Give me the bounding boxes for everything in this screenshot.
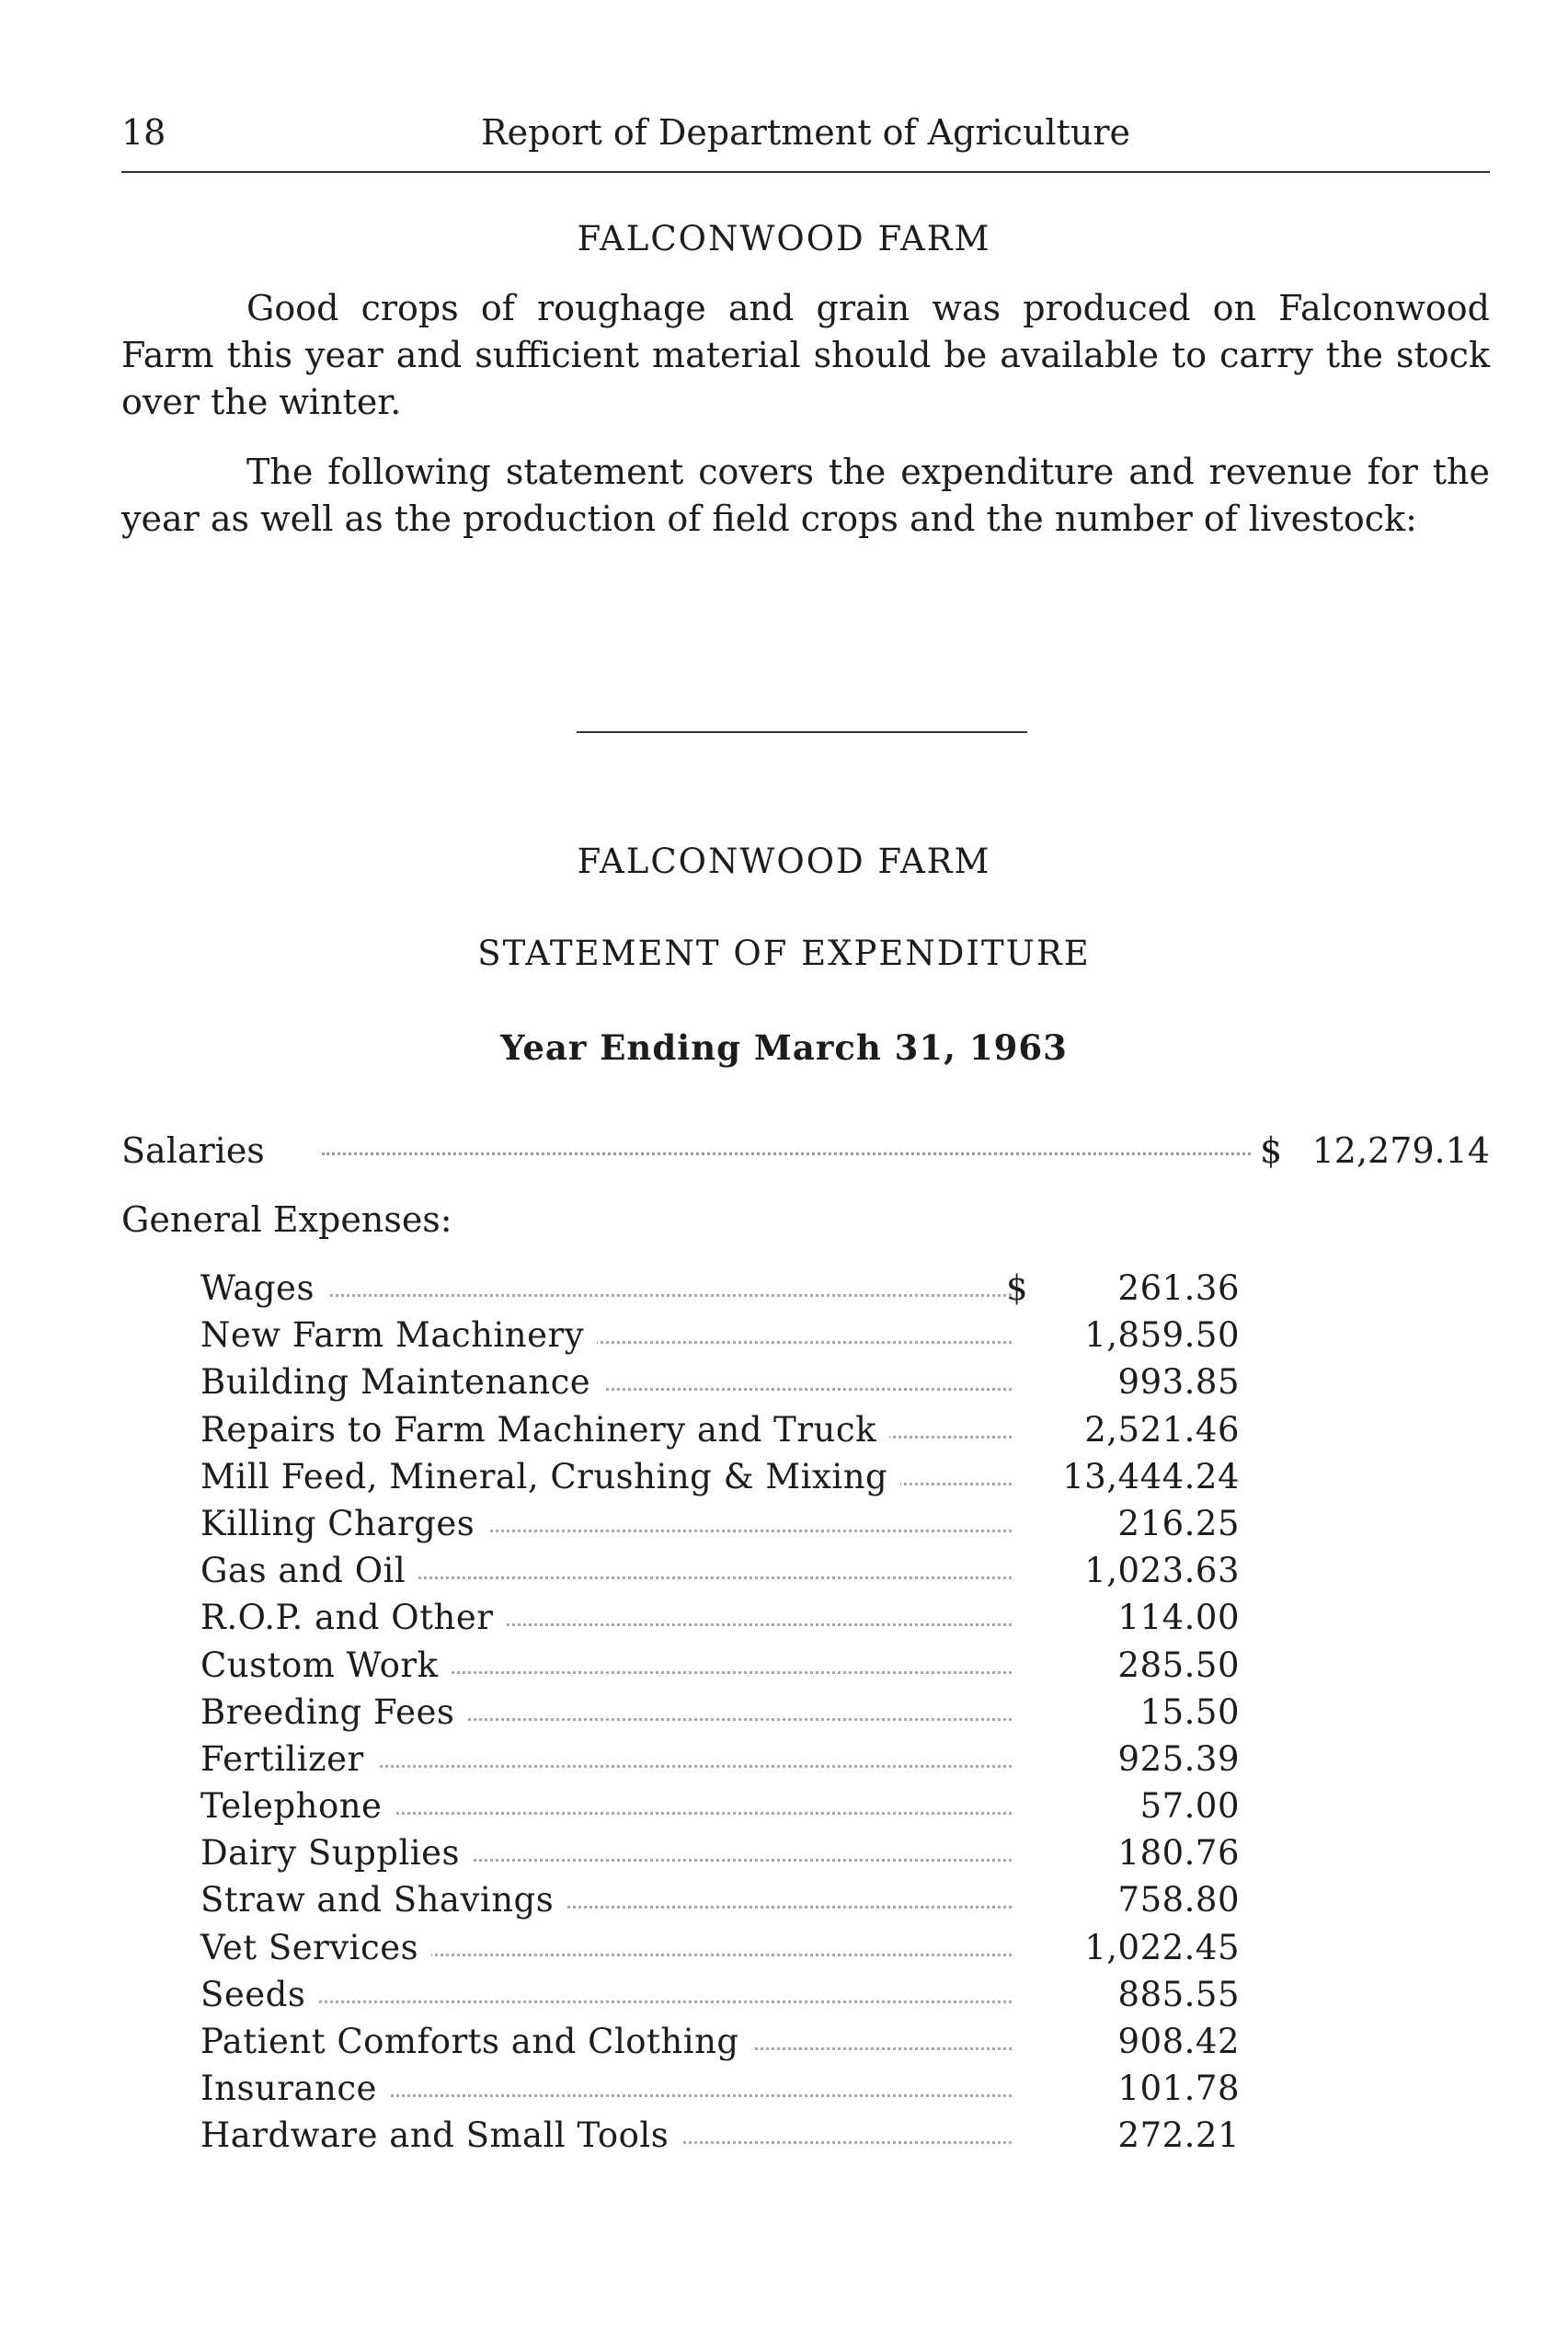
expense-row bbox=[200, 1924, 1240, 1971]
expense-amount: 885.55 bbox=[1117, 1974, 1240, 2014]
expense-amount: 13,444.24 bbox=[1062, 1456, 1240, 1496]
expense-label: Mill Feed, Mineral, Crushing & Mixing bbox=[200, 1453, 900, 1500]
running-title: Report of Department of Agriculture bbox=[481, 112, 1130, 153]
section-divider bbox=[577, 731, 1027, 733]
page-number: 18 bbox=[121, 112, 166, 153]
expense-row bbox=[200, 1783, 1240, 1829]
expense-row bbox=[200, 1453, 1240, 1500]
expense-label: Building Maintenance bbox=[200, 1358, 603, 1405]
expense-amount: 925.39 bbox=[1117, 1738, 1240, 1779]
expense-label: Repairs to Farm Machinery and Truck bbox=[200, 1406, 889, 1453]
expense-row bbox=[200, 1312, 1240, 1358]
expense-label: Killing Charges bbox=[200, 1500, 487, 1547]
salaries-row bbox=[121, 1127, 1490, 1175]
expense-amount: 180.76 bbox=[1117, 1833, 1240, 1874]
expense-row bbox=[200, 2065, 1240, 2112]
expense-row bbox=[200, 1736, 1240, 1783]
expense-amount: 1,859.50 bbox=[1084, 1315, 1240, 1356]
expense-amount: 261.36 bbox=[1117, 1268, 1240, 1308]
expense-currency: $ bbox=[1006, 1268, 1029, 1308]
general-expenses-label: General Expenses: bbox=[121, 1199, 452, 1240]
expense-row bbox=[200, 1406, 1240, 1453]
expense-row bbox=[200, 1642, 1240, 1689]
running-header bbox=[121, 103, 1490, 158]
statement-heading-farm: FALCONWOOD FARM bbox=[577, 842, 991, 881]
expense-label: Dairy Supplies bbox=[200, 1829, 473, 1876]
expense-label: Straw and Shavings bbox=[200, 1876, 567, 1923]
header-rule bbox=[121, 171, 1490, 173]
expense-amount: 272.21 bbox=[1117, 2115, 1240, 2156]
expense-row bbox=[200, 1689, 1240, 1736]
statement-heading-title: STATEMENT OF EXPENDITURE bbox=[477, 934, 1091, 973]
expense-label: Fertilizer bbox=[200, 1736, 377, 1783]
expense-row bbox=[200, 2112, 1240, 2159]
expense-row bbox=[200, 1971, 1240, 2018]
expense-amount: 57.00 bbox=[1139, 1786, 1240, 1827]
expense-label: Vet Services bbox=[200, 1924, 431, 1971]
expense-items bbox=[200, 1265, 1240, 2160]
expense-amount: 1,023.63 bbox=[1084, 1551, 1240, 1591]
expense-row bbox=[200, 1500, 1240, 1547]
leader-dots bbox=[237, 2000, 1012, 2003]
intro-paragraph-2: The following statement covers the expenditure and revenue for the year as well as the production of field crops and the number of livestock: bbox=[121, 452, 1490, 539]
salaries-label: Salaries bbox=[121, 1130, 265, 1171]
expense-label: Patient Comforts and Clothing bbox=[200, 2018, 752, 2065]
expense-label: Breeding Fees bbox=[200, 1689, 467, 1736]
expense-label: New Farm Machinery bbox=[200, 1312, 597, 1358]
expense-label: Seeds bbox=[200, 1971, 318, 2018]
expense-amount: 15.50 bbox=[1139, 1691, 1240, 1732]
expense-row bbox=[200, 1547, 1240, 1594]
intro-paragraph-1: Good crops of roughage and grain was produced on Falconwood Farm this year and sufficient material should be available to carry the stock over the winter. bbox=[121, 288, 1490, 422]
expense-row bbox=[200, 1265, 1240, 1312]
expense-amount: 285.50 bbox=[1117, 1645, 1240, 1685]
expense-amount: 1,022.45 bbox=[1084, 1927, 1240, 1967]
expense-amount: 758.80 bbox=[1117, 1880, 1240, 1920]
expense-amount: 114.00 bbox=[1117, 1598, 1240, 1638]
salaries-currency: $ bbox=[1260, 1130, 1283, 1171]
expense-amount: 993.85 bbox=[1117, 1362, 1240, 1403]
expense-row bbox=[200, 1358, 1240, 1405]
expense-row bbox=[200, 2018, 1240, 2065]
expense-label: Gas and Oil bbox=[200, 1547, 418, 1594]
expense-amount: 2,521.46 bbox=[1084, 1409, 1240, 1450]
expense-row bbox=[200, 1829, 1240, 1876]
expense-row bbox=[200, 1876, 1240, 1923]
expense-label: Telephone bbox=[200, 1783, 395, 1829]
leader-dots bbox=[237, 1294, 1012, 1297]
leader-dots bbox=[322, 1152, 1251, 1155]
statement-heading-year: Year Ending March 31, 1963 bbox=[500, 1027, 1068, 1068]
expense-label: Insurance bbox=[200, 2065, 390, 2112]
expense-label: Wages bbox=[200, 1265, 327, 1312]
expense-label: R.O.P. and Other bbox=[200, 1594, 506, 1641]
expense-label: Hardware and Small Tools bbox=[200, 2112, 681, 2159]
expense-amount: 101.78 bbox=[1117, 2069, 1240, 2109]
salaries-amount: 12,279.14 bbox=[1311, 1130, 1490, 1171]
expense-label: Custom Work bbox=[200, 1642, 452, 1689]
expense-row bbox=[200, 1594, 1240, 1641]
expense-amount: 908.42 bbox=[1117, 2022, 1240, 2061]
expense-amount: 216.25 bbox=[1117, 1503, 1240, 1543]
section-heading: FALCONWOOD FARM bbox=[577, 219, 991, 258]
